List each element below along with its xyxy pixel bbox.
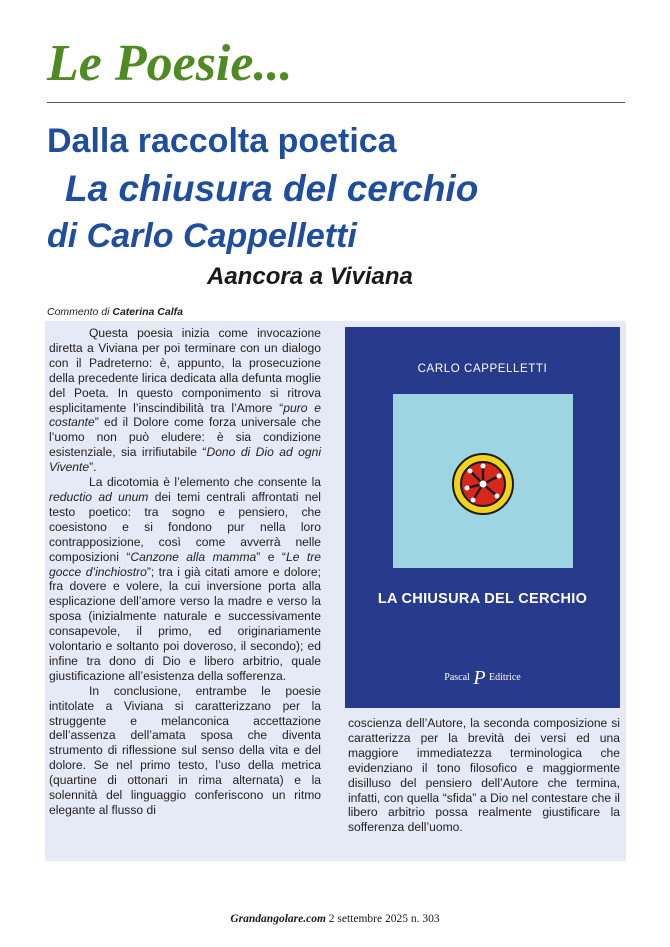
paragraph-3-continued: coscienza dell’Autore, la seconda composizione si caratterizza per la brevità dei versi ed una maggiore immediatezza terminologica che evidenziano il tono filosofico e maggiormente disilluso del pensiero dell’Autore che termina, infatti, con quella “sfida” a Dio nel contestare che il libero arbitrio possa realmente giustificare la sofferenza dell’uomo. (348, 716, 620, 835)
footer-site: Grandangolare.com (230, 913, 326, 925)
article-author-line: di Carlo Cappelletti (47, 217, 357, 255)
article-column-left (49, 326, 321, 818)
article-title-line1: Dalla raccolta poetica (47, 122, 397, 160)
paragraph-3: In conclusione, entrambe le poesie intitolate a Viviana si caratterizzano per la struggente e melanconica accettazione dell’assenza dell’amata sposa che diventa strumento di riflessione sul senso della vita e del dolore. Se nel primo testo, l’uso della metrica (quartine di ottonari in rima alternata) e la solennità del linguaggio conferiscono un ritmo elegante al flusso di (49, 683, 321, 817)
comment-byline (47, 306, 183, 319)
byline-name: Caterina Calfa (112, 306, 183, 318)
cover-illustration-box (393, 394, 573, 568)
circle-star-emblem-icon (451, 452, 515, 516)
cover-title: LA CHIUSURA DEL CERCHIO (377, 591, 588, 607)
byline-prefix: Commento di (47, 306, 110, 318)
cover-publisher: Pascal P Editrice (444, 667, 521, 689)
paragraph-2: La dicotomia è l’elemento che consente la reductio ad unum dei temi centrali affrontati nel testo poetico: tra sogno e pensiero, che coesistono e si fondono pur nella loro contrapposizione, così come avverrà nelle composizioni “Canzone alla mamma” e “Le tre gocce d’inchiostro”; tra i già citati amore e dolore; fra dovere e volere, la cui inversione porta alla esplicazione dell’amore verso la madre e verso la sposa (inizialmente naturale e successivamente consapevole, il primo, ed originariamente volontario e soltanto poi doveroso, il secondo); ed infine tra dono di Dio e libero arbitrio, quale giustificazione all’esistenza della sofferenza. (49, 475, 321, 683)
magazine-section-title: Le Poesie... (47, 35, 293, 92)
article-title-line2: La chiusura del cerchio (65, 168, 479, 209)
paragraph-1: Questa poesia inizia come invocazione diretta a Viviana per poi terminare con un dialogo con il Padreterno: è, appunto, la prosecuzione della precedente lirica dedicata alla defunta moglie del Poeta. In questo componimento si ritrova esplicitamente l’inscindibilità tra l’Amore “puro e costante” ed il Dolore come forza universale che l’uomo non può eludere: è sia condizione esistenziale, sia irrifiutabile “Dono di Dio ad ogni Vivente”. (49, 326, 322, 475)
publisher-logo-mark: P (473, 667, 486, 689)
cover-author: CARLO CAPPELLETTI (417, 363, 548, 375)
header-divider (47, 102, 625, 103)
footer-issue: 2 settembre 2025 n. 303 (328, 913, 440, 925)
article-column-right (348, 716, 620, 835)
poem-title: Aancora a Viviana (207, 263, 413, 290)
page-footer (0, 913, 670, 925)
book-cover (345, 327, 620, 708)
